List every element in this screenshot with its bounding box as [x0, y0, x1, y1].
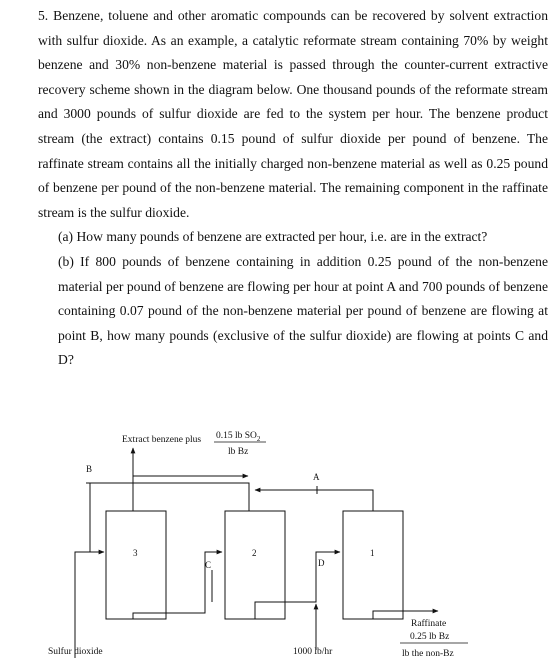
problem-text: Benzene, toluene and other aromatic compounds can be recovered by solvent extraction with sulfur dioxide. As an example, a catalytic reformate stream containing 70% by weight benzene and 30% non-benzene material is passed through the counter-current extractive recovery scheme shown in the diagram below. One thousand pounds of the reformate stream and 3000 pounds of sulfur dioxide are fed to the system per hour. The benzene product stream (the extract) contains 0.15 pound of sulfur dioxide per pound of benzene. The raffinate stream contains all the initially charged non-benzene material as well as 0.25 pound of benzene per pound of the non-benzene material. The remaining component in the raffinate stream is the sulfur dioxide. [38, 8, 548, 220]
feed-label: 1000 lb/hr [293, 647, 333, 657]
part-a: (a) How many pounds of benzene are extracted per hour, i.e. are in the extract? [58, 229, 488, 245]
sulfur-dioxide-stream [75, 552, 104, 658]
raffinate-label: Raffinate [411, 619, 447, 629]
point-b-label: B [86, 464, 93, 474]
extraction-diagram [0, 420, 548, 660]
unit-3-vessel [106, 511, 166, 619]
unit-3-label: 3 [133, 548, 138, 558]
stream-d [255, 552, 340, 619]
raffinate-fraction-numerator: 0.25 lb Bz [410, 632, 450, 642]
unit-2-label: 2 [252, 548, 257, 558]
unit-1-label: 1 [370, 548, 375, 558]
point-d-label: D [318, 558, 325, 568]
extract-label: Extract benzene plus [122, 435, 202, 445]
problem-5 [38, 4, 548, 373]
part-b: (b) If 800 pounds of benzene containing in addition 0.25 pound of the non-benzene material per pound of benzene are flowing per hour at point A and 700 pounds of benzene containing 0.07 pound of the non-benzene material per pound of benzene are flowing at point B, how many pounds (exclusive of the sulfur dioxide) are flowing at points C and D? [58, 253, 548, 368]
stream-a [255, 490, 373, 511]
stream-3-to-2-top [133, 476, 222, 483]
problem-statement [38, 4, 548, 225]
extract-fraction-denominator: lb Bz [228, 447, 249, 457]
problem-number: 5. [38, 8, 49, 23]
raffinate-stream [373, 611, 438, 619]
point-a-label: A [313, 472, 320, 482]
extract-fraction-numerator: 0.15 lb $SO_2$ [216, 431, 261, 443]
sulfur-dioxide-label: Sulfur dioxide [48, 647, 103, 657]
unit-1-vessel [343, 511, 403, 619]
raffinate-fraction-denominator: lb the non-Bz [402, 649, 454, 659]
point-c-label: C [205, 560, 212, 570]
